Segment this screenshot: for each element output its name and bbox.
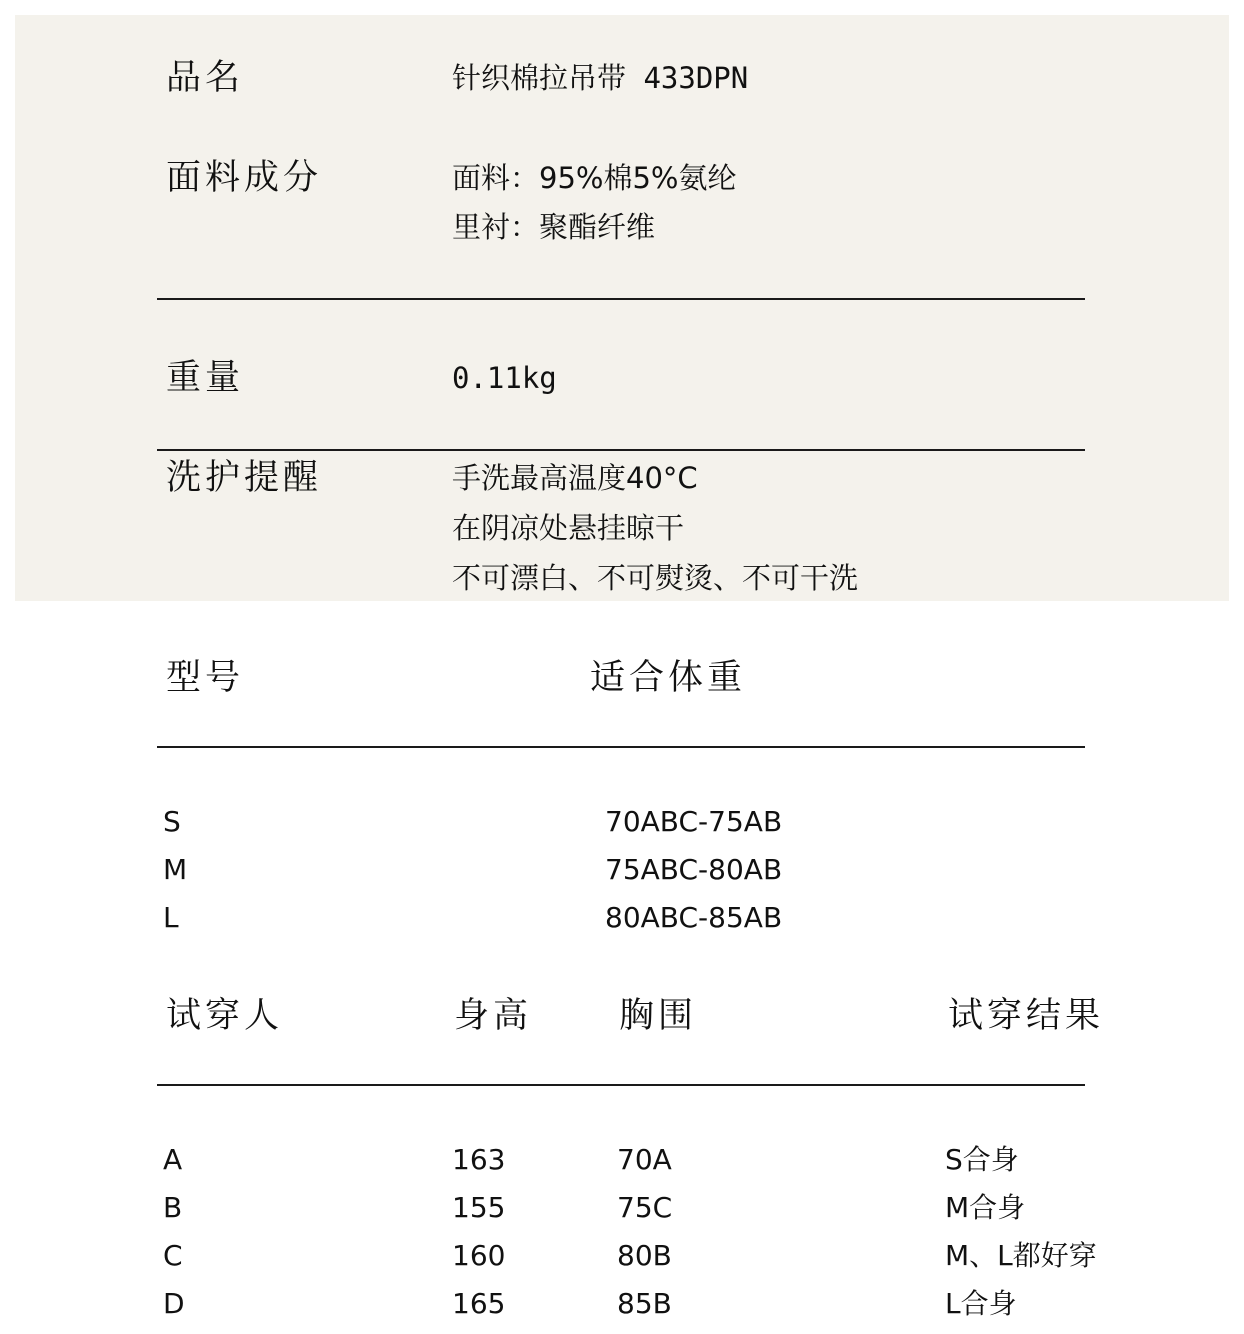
size-header-weight: 适合体重 (590, 658, 747, 698)
fit-row-a-tester: A (163, 1143, 183, 1176)
fit-header-tester: 试穿人 (166, 996, 284, 1036)
fit-row-c-bust: 80B (617, 1239, 672, 1272)
care-line-wash: 手洗最高温度40°C (452, 461, 698, 495)
product-name-label: 品名 (166, 58, 245, 98)
fit-row-c-result: M、L都好穿 (945, 1239, 1097, 1272)
fit-header-result: 试穿结果 (948, 996, 1105, 1036)
fit-row-b-bust: 75C (617, 1191, 673, 1224)
fit-row-d-tester: D (163, 1287, 185, 1320)
care-line-restrictions: 不可漂白、不可熨烫、不可干洗 (452, 561, 859, 595)
fabric-line-main: 面料：95%棉5%氨纶 (452, 161, 737, 195)
fabric-line-lining: 里衬：聚酯纤维 (452, 210, 656, 244)
divider (157, 746, 1085, 748)
size-row-m-model: M (163, 853, 188, 886)
size-row-l-range: 80ABC-85AB (605, 901, 783, 934)
fabric-label: 面料成分 (166, 158, 323, 198)
fit-row-a-bust: 70A (617, 1143, 672, 1176)
fit-row-c-height: 160 (452, 1239, 506, 1272)
size-row-s-range: 70ABC-75AB (605, 805, 783, 838)
weight-label: 重量 (166, 358, 245, 398)
fit-row-b-tester: B (163, 1191, 183, 1224)
divider (157, 449, 1085, 451)
divider (157, 298, 1085, 300)
fit-row-a-height: 163 (452, 1143, 506, 1176)
fit-row-d-bust: 85B (617, 1287, 672, 1320)
fit-row-c-tester: C (163, 1239, 183, 1272)
fit-row-b-height: 155 (452, 1191, 506, 1224)
fit-row-b-result: M合身 (945, 1191, 1026, 1224)
care-line-dry: 在阴凉处悬挂晾干 (452, 511, 685, 545)
product-name-value: 针织棉拉吊带 433DPN (452, 61, 749, 95)
size-row-m-range: 75ABC-80AB (605, 853, 783, 886)
fit-row-d-height: 165 (452, 1287, 506, 1320)
size-header-model: 型号 (166, 658, 245, 698)
care-label: 洗护提醒 (166, 458, 323, 498)
fit-header-bust: 胸围 (619, 996, 698, 1036)
fit-header-height: 身高 (454, 996, 533, 1036)
fit-row-d-result: L合身 (945, 1287, 1017, 1320)
size-row-s-model: S (163, 805, 181, 838)
fit-row-a-result: S合身 (945, 1143, 1019, 1176)
size-row-l-model: L (163, 901, 179, 934)
divider (157, 1084, 1085, 1086)
weight-value: 0.11kg (452, 361, 557, 395)
